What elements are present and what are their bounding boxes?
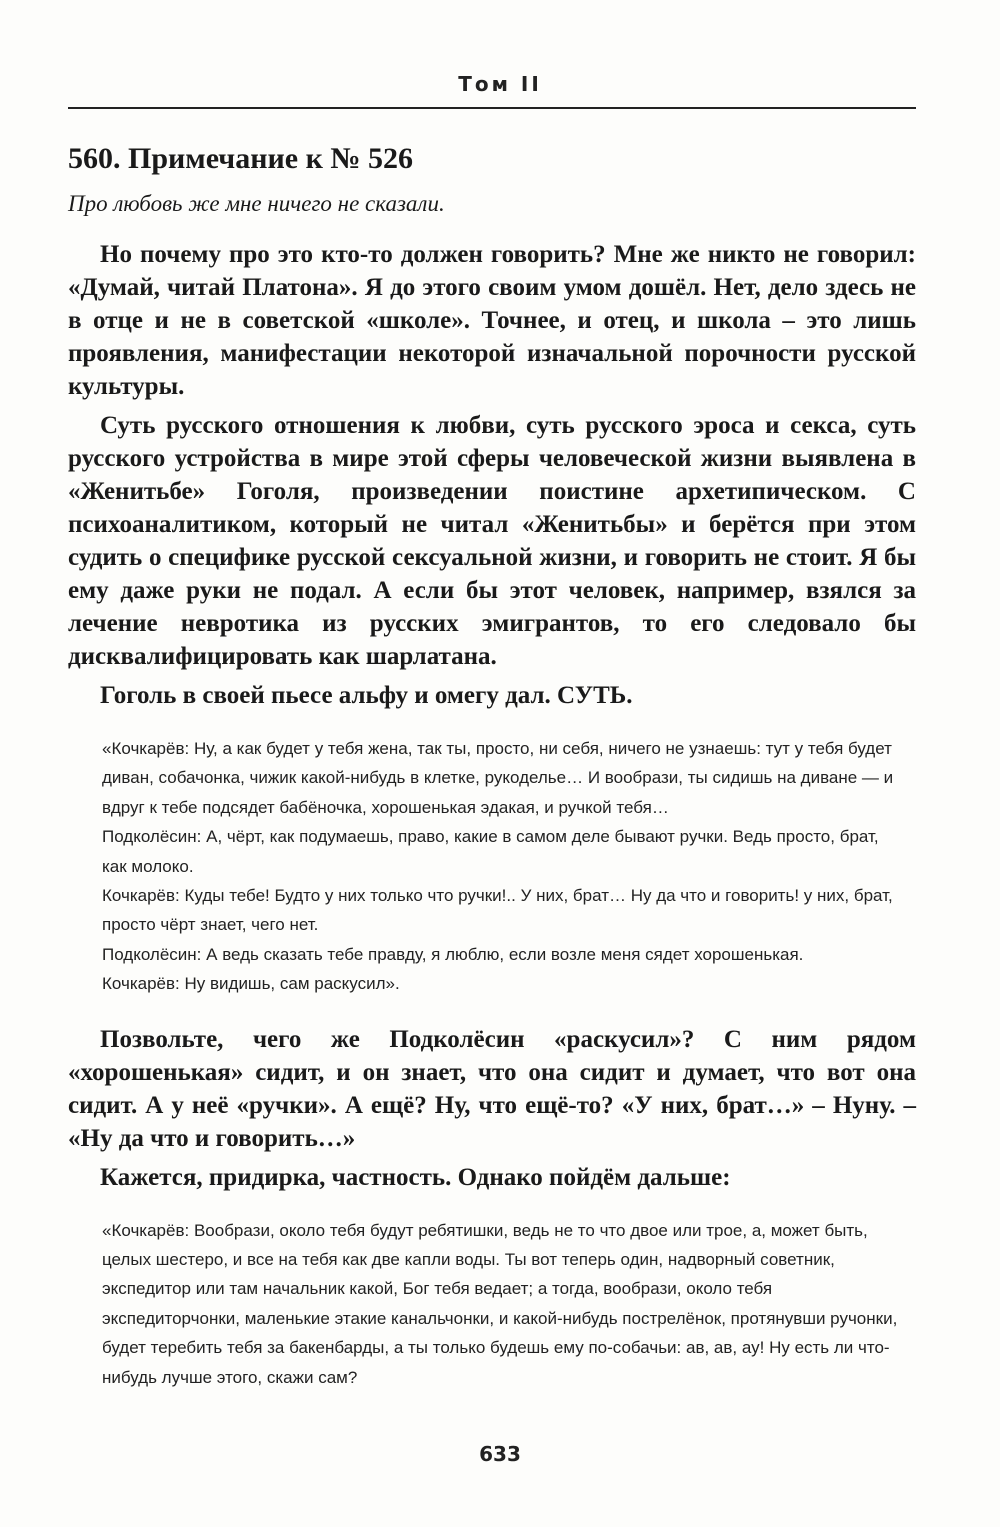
page-number: 633 — [479, 1442, 521, 1466]
page-content — [68, 132, 916, 1416]
quote-line: Кочкарёв: Куды тебе! Будто у них только что ручки!.. У них, брат… Ну да что и говорить! у них, брат, просто чёрт знает, чего нет. — [102, 886, 893, 935]
quote-line: «Кочкарёв: Ну, а как будет у тебя жена, так ты, просто, ни себя, ничего не узнаешь: тут у тебя будет диван, собачонка, чижик какой-нибудь в клетке, рукоделье… И вообрази, ты сидишь на диване — и вдруг к тебе подсядет бабёночка, хорошенькая эдакая, и ручкой тебя… — [102, 739, 894, 817]
paragraph: Суть русского отношения к любви, суть русского эроса и секса, суть русского устройства в мире этой сферы человеческой жизни выявлена в «Женитьбе» Гоголя, произведении поистине архетипическом. С психоаналитиком, который не читал «Женитьбы» и берётся при этом судить о специфике русской сексуальной жизни, и говорить не стоит. Я бы ему даже руки не подал. А если бы этот человек, например, взялся за лечение невротика из русских эмигрантов, то его следовало бы дисквалифицировать как шарлатана. — [68, 412, 916, 670]
running-head: Том II — [458, 72, 542, 96]
quote-line: Подколёсин: А, чёрт, как подумаешь, право, какие в самом деле бывают ручки. Ведь просто, брат, как молоко. — [102, 827, 879, 876]
quote-line: Кочкарёв: Ну видишь, сам раскусил». — [102, 974, 400, 994]
header-rule — [68, 107, 916, 109]
quotation-block — [102, 734, 904, 999]
paragraph: Гоголь в своей пьесе альфу и омегу дал. СУТЬ. — [100, 682, 633, 709]
quotation-block — [102, 1216, 904, 1392]
section-title: 560. Примечание к № 526 — [68, 142, 414, 175]
epigraph: Про любовь же мне ничего не сказали. — [68, 191, 445, 216]
quote-line: Подколёсин: А ведь сказать тебе правду, я люблю, если возле меня сядет хорошенькая. — [102, 944, 804, 964]
paragraph: Кажется, придирка, частность. Однако пойдём дальше: — [100, 1163, 731, 1191]
paragraph: Но почему про это кто-то должен говорить? Мне же никто не говорил: «Думай, читай Платона». Я до этого своим умом дошёл. Нет, дело здесь не в отце и не в советской «школе». Точнее, и отец, и школа – это лишь проявления, манифестации некоторой изначальной порочности русской культуры. — [68, 241, 916, 400]
quote-line: «Кочкарёв: Вообрази, около тебя будут ребятишки, ведь не то что двое или трое, а, может быть, целых шестеро, и все на тебя как две капли воды. Ты вот теперь один, надворный советник, экспедитор или там начальник какой, Бог тебя ведает; а тогда, вообрази, около тебя экспедиторчонки, маленькие этакие канальчонки, и какой-нибудь пострелёнок, протянувши ручонки, будет теребить тебя за бакенбарды, а ты только будешь ему по-собачьи: ав, ав, ау! Ну есть ли что-нибудь лучше этого, скажи сам? — [102, 1220, 898, 1387]
paragraph: Позвольте, чего же Подколёсин «раскусил»? С ним рядом «хорошенькая» сидит, и он знает, что она сидит и думает, что вот она сидит. А у неё «ручки». А ещё? Ну, что ещё-то? «У них, брат…» – Нуну. – «Ну да что и говорить…» — [68, 1025, 916, 1152]
